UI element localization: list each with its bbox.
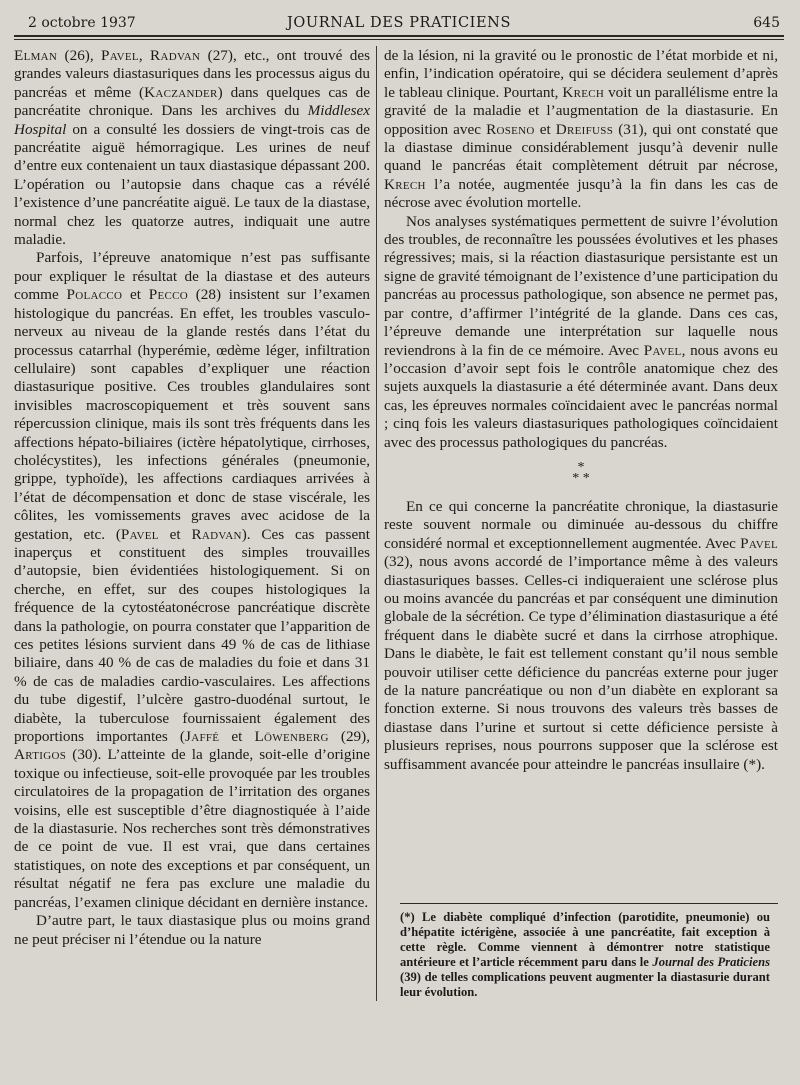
right-paragraph-3: En ce qui concerne la pancréatite chronique, la diastasurie reste souvent normale ou diminuée au-dessous du chiffre considéré normal et exceptionnellement augmentée. Avec Pavel (32), nous avons accordé de l’importance même à des valeurs diastasuriques basses. Celles-ci indiqueraient une sclérose plus ou moins avancée du pancréas et par conséquent une diminution globale de la sécrétion. Ce type d’élimination diastasurique a été fréquent dans le diabète sucré et dans la cirrhose atrophique. Dans le diabète, le fait est tellement constant qu’il nous semble pouvoir utiliser cette déficience du pancréas externe pour juger de la nature pancréatique ou non d’un diabète en explorant sa fonction externe. Si nous trouvons des valeurs très basses de diastase dans l’urine et surtout si cette déficience persiste à plusieurs reprises, nous pourrons supposer que la sclérose est suffisamment avancée pour atteindre le pancréas insullaire (*). [384,497,778,773]
right-column [384,47,778,774]
footnote-text: (*) Le diabète compliqué d’infection (parotidite, pneumonie) ou d’hépatite ictérigène, associée à une pancréatite, fait exception à cette règle. Comme viennent à démontrer notre statistique antérieure et l’article récemment paru dans le Journal des Praticiens (39) de telles complications peuvent augmenter la diastasurie durant leur évolution. [400,910,771,999]
header-rule [14,35,784,37]
right-paragraph-1: de la lésion, ni la gravité ou le pronostic de l’état morbide et ni, enfin, l’indication opératoire, qui se décidera seulement d’après le tableau clinique. Pourtant, Krech voit un parallélisme entre la gravité de la maladie et l’augmentation de la diastasurie. En opposition avec Roseno et Dreifuss (31), qui ont constaté que la diastase diminue considérablement jusqu’à devenir nulle quand le pancréas était complètement détruit par nécrose, Krech l’a notée, augmentée jusqu’à la fin dans les cas de nécrose avec évolution mortelle. [384,47,779,212]
running-header [14,6,784,36]
left-paragraph-1: Elman (26), Pavel, Radvan (27), etc., ont trouvé des grandes valeurs diastasuriques dans les processus aigus du pancréas et même (Kaczander) dans quelques cas de pancréatite chronique. Dans les archives du Middlesex Hospital on a consulté les dossiers de vingt-trois cas de pancréatite aiguë hémorragique. Les urines de neuf d’entre eux contenaient un taux diastasique dépassant 200. L’opération ou l’autopsie dans chaque cas a révélé l’existence d’une pancréatite aiguë. Le taux de la diastase, normal chez les quatorze autres, indiquait une autre maladie. [14,47,370,249]
asterism-bottom: * * [572,470,590,486]
footnote [400,910,770,1000]
left-paragraph-3: D’autre part, le taux diastasique plus ou moins grand ne peut préciser ni l’étendue ou la nature [14,912,370,948]
asterism-top: * [577,459,585,475]
right-paragraph-2: Nos analyses systématiques permettent de suivre l’évolution des troubles, de reconnaître les poussées évolutives et les phases régressives; mais, si la réaction diastasurique persistante est un signe de gravité témoignant de l’existence d’une participation du pancréas au processus pathologique, son absence ne permet pas, par contre, d’affirmer l’intégrité de la glande. Dans ces cas, l’épreuve demande une interprétation sur laquelle nous reviendrons à la fin de ce mémoire. Avec Pavel, nous avons eu l’occasion d’avoir sept fois le contrôle anatomique chez des sujets auxquels la diastasurie a été déterminée avant. Dans deux cas, les épreuves normales coïncidaient avec le pancréas normal ; cinq fois les valeurs diastasuriques pathologiques coïncidaient avec des processus pathologiques du pancréas. [384,212,778,451]
header-rule-thin [14,39,784,40]
journal-title: JOURNAL DES PRATICIENS [287,15,511,31]
left-paragraph-2: Parfois, l’épreuve anatomique n’est pas suffisante pour expliquer le résultat de la diastase et des auteurs comme Polacco et Pecco (28) insistent sur l’examen histologique du pancréas. En effet, les troubles vasculo-nerveux au niveau de la glande restés dans l’état du processus catarrhal (hyperémie, œdème léger, infiltration cellulaire) sont capables d’expliquer une réaction diastasurique positive. Ces troubles glandulaires sont invisibles macroscopiquement et très souvent sans répercussion clinique, mais ils sont très fréquents dans les affections hépato-biliaires (ictère hépatolytique, cirrhoses, cholécystites), les infections générales (pneumonie, grippe, typhoïde), les affections cardiaques arrivées à l’état de décompensation et donc de stase viscérale, les côlites, les vomissements graves avec acidose de la gestation, etc. (Pavel et Radvan). Ces cas passent inaperçus et constituent des simples trouvailles d’autopsie, bien évidentiées histologiquement. Si on cherche, en effet, sur des coupes histologiques la fréquence de la cytostéatonécrose pancréatique discrète dans la pathologie, on pourra constater que l’apparition de ces petites lésions survient dans 49 % de cas de lithiase biliaire, dans 40 % de cas de maladies du foie et dans 31 % de cas de maladies cardio-vasculaires. Les affections du tube digestif, l’ulcère gastro-duodénal surtout, le diabète, la tuberculose fournissaient également des proportions importantes (Jaffé et Löwenberg (29), Artigos (30). L’atteinte de la glande, soit-elle d’origine toxique ou infectieuse, soit-elle provoquée par les troubles circulatoires de la propagation de l’irritation des organes voisins, elle est susceptible d’être diagnostiquée à l’aide de la diastasurie. Nos recherches sont très démonstratives de ce point de vue. Il est vrai, que dans certaines statistiques, on note des exceptions et par conséquent, un résultat négatif ne fera pas exclure une maladie du pancréas, l’examen clinique décidant en dernière instance. [14,249,370,911]
left-column [14,47,370,949]
issue-date: 2 octobre 1937 [28,15,136,31]
column-divider [376,46,377,1001]
section-asterism [384,459,778,486]
footnote-rule [400,903,778,904]
page-number: 645 [753,15,780,31]
